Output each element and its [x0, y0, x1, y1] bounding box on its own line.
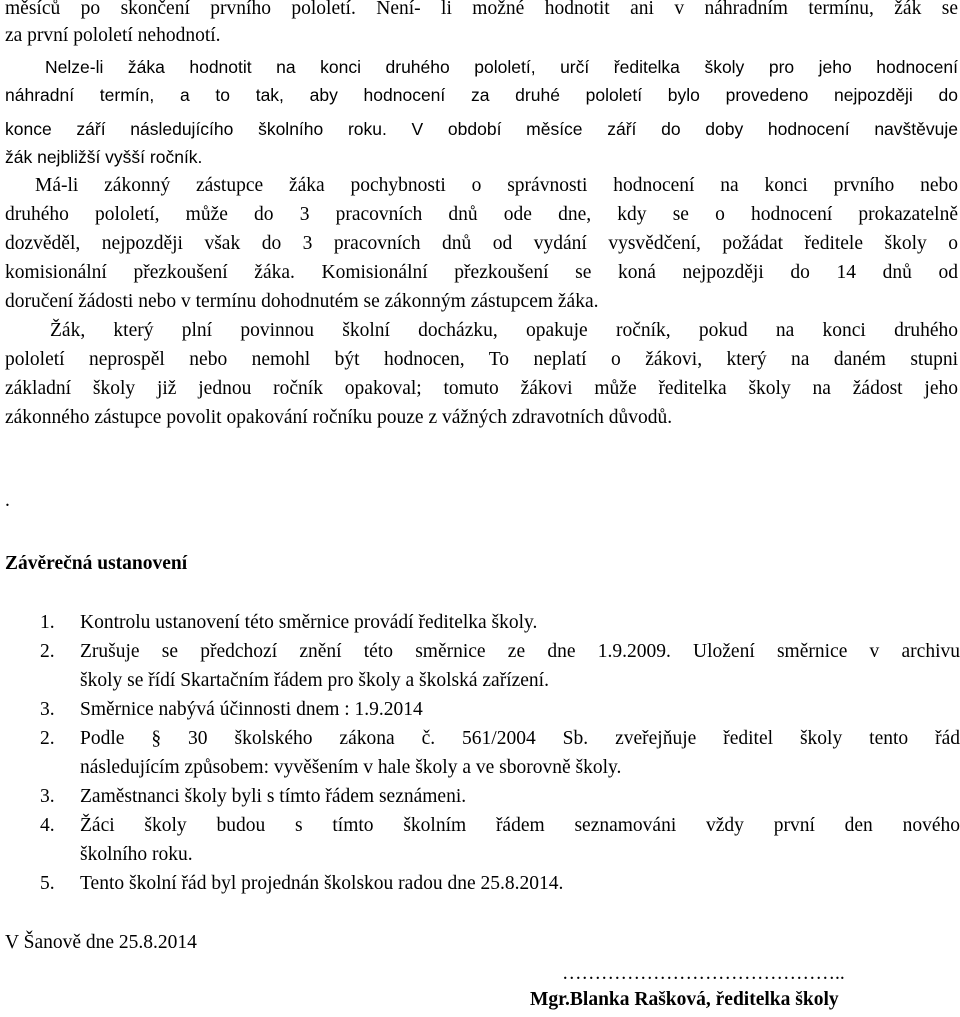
paragraph-line: Má-li zákonný zástupce žáka pochybnosti o správnosti hodnocení na konci prvního nebo — [35, 175, 958, 196]
list-item-text: Kontrolu ustanovení této směrnice provádí ředitelka školy. — [80, 612, 538, 633]
paragraph-line: druhého pololetí, může do 3 pracovních dnů ode dne, kdy se o hodnocení prokazatelně — [5, 204, 958, 225]
list-item-text: Zrušuje se předchozí znění této směrnice ze dne 1.9.2009. Uložení směrnice v archivu — [80, 641, 960, 662]
paragraph-line: základní školy již jednou ročník opakoval; tomuto žákovi může ředitelka školy na žádost jeho — [5, 378, 958, 399]
list-item-text: Žáci školy budou s tímto školním řádem seznamováni vždy první den nového — [80, 815, 960, 836]
section-heading: Závěrečná ustanovení — [5, 553, 188, 574]
signature-line: …………………………………….. — [562, 963, 845, 984]
paragraph-line: dozvěděl, nejpozději však do 3 pracovních dnů od vydání vysvědčení, požádat ředitele školy o — [5, 233, 958, 254]
paragraph-line: zákonného zástupce povolit opakování ročníku pouze z vážných zdravotních důvodů. — [5, 407, 673, 428]
paragraph-line: pololetí neprospěl nebo nemohl být hodnocen, To neplatí o žákovi, který na daném stupni — [5, 349, 958, 370]
list-item-text: následujícím způsobem: vyvěšením v hale školy a ve sborovně školy. — [80, 757, 622, 778]
list-item-text: školy se řídí Skartačním řádem pro školy a školská zařízení. — [80, 670, 549, 691]
list-item-text: Směrnice nabývá účinnosti dnem : 1.9.2014 — [80, 699, 423, 720]
paragraph-line: náhradní termín, a to tak, aby hodnocení za druhé pololetí bylo provedeno nejpozději do — [5, 85, 958, 105]
list-item-text: školního roku. — [80, 844, 193, 865]
paragraph-line: konce září následujícího školního roku. V období měsíce září do doby hodnocení navštěvuje — [5, 119, 958, 139]
place-and-date: V Šanově dne 25.8.2014 — [5, 932, 197, 953]
stray-dot: . — [5, 490, 10, 511]
list-item-text: Zaměstnanci školy byli s tímto řádem seznámeni. — [80, 786, 467, 807]
list-item-number: 2. — [40, 641, 55, 662]
paragraph-line: doručení žádosti nebo v termínu dohodnutém se zákonným zástupcem žáka. — [5, 291, 599, 312]
paragraph-line: žák nejbližší vyšší ročník. — [5, 147, 203, 167]
list-item-number: 5. — [40, 873, 55, 894]
list-item-number: 1. — [40, 612, 55, 633]
paragraph-line: za první pololetí nehodnotí. — [5, 25, 221, 46]
paragraph-line: komisionální přezkoušení žáka. Komisionální přezkoušení se koná nejpozději do 14 dnů od — [5, 262, 958, 283]
paragraph-line: měsíců po skončení prvního pololetí. Není- li možné hodnotit ani v náhradním termínu, žák se — [5, 0, 958, 19]
signature-name: Mgr.Blanka Rašková, ředitelka školy — [530, 989, 839, 1010]
list-item-number: 3. — [40, 699, 55, 720]
list-item-number: 4. — [40, 815, 55, 836]
paragraph-line: Žák, který plní povinnou školní docházku, opakuje ročník, pokud na konci druhého — [50, 320, 958, 341]
list-item-number: 3. — [40, 786, 55, 807]
list-item-number: 2. — [40, 728, 55, 749]
paragraph-line: Nelze-li žáka hodnotit na konci druhého pololetí, určí ředitelka školy pro jeho hodnocení — [45, 57, 958, 77]
list-item-text: Podle § 30 školského zákona č. 561/2004 Sb. zveřejňuje ředitel školy tento řád — [80, 728, 960, 749]
list-item-text: Tento školní řád byl projednán školskou radou dne 25.8.2014. — [80, 873, 564, 894]
